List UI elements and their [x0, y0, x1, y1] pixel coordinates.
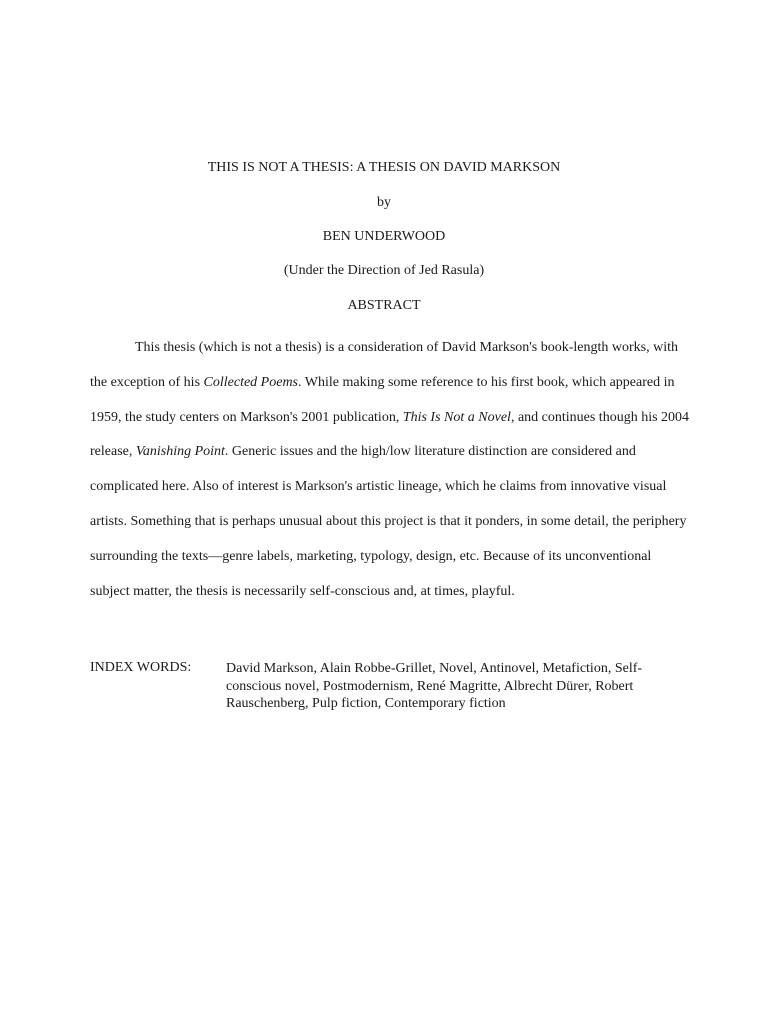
- abstract-italic-vanishing-point: Vanishing Point: [135, 444, 225, 460]
- abstract-text-4: . Generic issues and the high/low literature distinction are considered and complicated here. Also of interest is Markson's artistic lineage, which he claims from innovative visual artists. Something that is perhaps unusual about this project is that it ponders, in some detail, the periphery surrounding the texts—genre labels, marketing, typology, design, etc. Because of its unconventional subject matter, the thesis is necessarily self-conscious and, at times, playful.: [90, 444, 687, 599]
- index-words-label: INDEX WORDS:: [90, 660, 192, 675]
- abstract-text-2: . While making some reference to his first book, which appeared in 1959, the study centers on Markson's 2001 publication,: [90, 374, 675, 425]
- abstract-text-3: , and continues though his 2004 release,: [90, 409, 690, 460]
- abstract-body: [90, 331, 690, 609]
- by-line: by: [377, 195, 391, 210]
- direction-line: (Under the Direction of Jed Rasula): [283, 263, 485, 278]
- abstract-italic-collected-poems: Collected Poems: [203, 374, 299, 390]
- thesis-title: THIS IS NOT A THESIS: A THESIS ON DAVID MARKSON: [207, 160, 561, 175]
- abstract-italic-this-is-not-a-novel: This Is Not a Novel: [402, 409, 511, 425]
- abstract-text-1: This thesis (which is not a thesis) is a consideration of David Markson's book-length works, with the exception of his: [90, 340, 679, 390]
- index-words-list: David Markson, Alain Robbe-Grillet, Novel, Antinovel, Metafiction, Self-conscious novel, Postmodernism, René Magritte, Albrecht Dürer, Robert Rauschenberg, Pulp fiction, Contemporary fiction: [226, 661, 643, 711]
- author-name: BEN UNDERWOOD: [322, 229, 446, 244]
- abstract-heading: ABSTRACT: [347, 298, 421, 313]
- abstract-paragraph: [90, 331, 690, 609]
